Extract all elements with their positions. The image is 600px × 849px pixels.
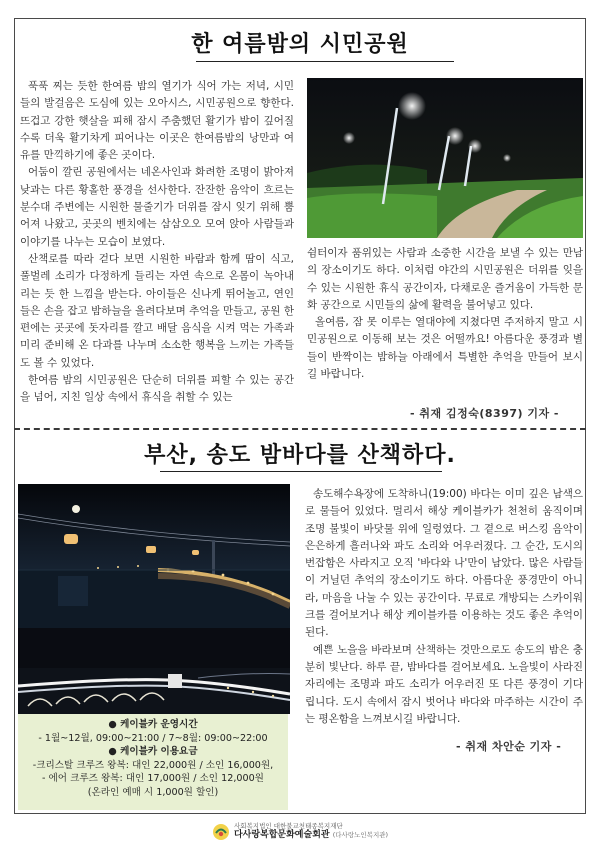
org-main-name: 다사랑복합문화예술회관 xyxy=(233,830,330,840)
org-logo xyxy=(212,822,388,841)
info-fare-heading: ● 케이블카 이용요금 xyxy=(108,746,198,758)
article1-left-column xyxy=(20,78,294,407)
article1-paragraph: 산책로를 따라 걷다 보면 시원한 바람과 함께 땀이 식고, 풀벌레 소리가 다정하게 들리는 자연 속으로 온몸이 녹아내리는 듯 한 느낌을 받는다. 아이들은 신나게 뛰어놀고, 연인들은 손을 잡고 밤하늘을 올려다보며 추억을 만들고, 공원 한편에는 곳곳에 돗자리를 깔고 배달 음식을 시켜 먹는 가족과 미리 준비해 온 다과를 나누며 소소한 행복을 느끼는 가족들도 볼 수 있었다. xyxy=(20,252,294,369)
article1-byline: - 취재 김정숙(8397) 기자 - xyxy=(410,407,560,420)
article2-title-rule xyxy=(160,471,442,472)
park-night-photo xyxy=(307,78,583,238)
songdo-cablecar-photo xyxy=(18,484,290,628)
article1-title-wrap xyxy=(14,27,586,58)
section-divider xyxy=(14,428,586,430)
org-foundation: 사회복지법인 대한불교천태종복지재단 xyxy=(233,822,343,830)
article2-paragraph: 예쁜 노을을 바라보며 산책하는 것만으로도 송도의 밤은 충분히 빛난다. 하루 끝, 밤바다를 걸어보세요. 노을빛이 사라진 자리에는 조명과 파도 소리가 어우러진 또 다른 풍경이 기다립니다. 도시 속에서 잠시 벗어나 바다와 마주하는 시간이 주는 평온함을 느껴보시길 바랍니다. xyxy=(305,643,583,725)
org-name-block xyxy=(234,822,388,841)
info-fare-line: (온라인 예매 시 1,000원 할인) xyxy=(87,786,219,798)
article1-title-rule xyxy=(196,61,454,62)
article1-paragraph: 한여름 밤의 시민공원은 단순히 더위를 피할 수 있는 공간을 넘어, 지친 일상 속에서 휴식을 취할 수 있는 xyxy=(20,374,294,404)
org-sub-name: (다사랑노인복지관) xyxy=(332,831,389,839)
info-fare-line: - 에어 크루즈 왕복: 대인 17,000원 / 소인 12,000원 xyxy=(42,773,264,785)
article2-column xyxy=(305,486,583,728)
article1-title: 한 여름밤의 시민공원 xyxy=(191,32,409,57)
article2-paragraph: 송도해수욕장에 도착하니(19:00) 바다는 이미 깊은 남색으로 물들어 있었다. 멀리서 해상 케이블카가 천천히 움직이며 조명 불빛이 바닷물 위에 일렁였다. 그 곁으로 버스킹 음악이 은은하게 흘러나와 파도 소리와 어우러졌다. 그 순간, 도시의 번잡함은 사라지고 오직 '바다와 나'만이 남았다. 많은 사람들이 거닐던 추억의 장소이기도 하다. 아름다운 풍경만이 아니라, 마음을 나눌 수 있는 공간이다. 무료로 개방되는 스카이워크를 걸어보거나 해상 케이블카를 이용하는 것도 좋은 추억이 된다. xyxy=(305,488,583,639)
article1-paragraph: 올여름, 잠 못 이루는 열대야에 지쳤다면 주저하지 말고 시민공원으로 이동해 보는 것은 어떨까요! 아름다운 풍경과 별들이 반짝이는 밤하늘 아래에서 특별한 추억을 만들어 보시길 바랍니다. xyxy=(307,316,583,381)
article2-title-wrap xyxy=(14,438,586,469)
article1-paragraph: 푹푹 찌는 듯한 한여름 밤의 열기가 식어 가는 저녁, 시민들의 발걸음은 도심에 있는 오아시스, 시민공원으로 향한다. 뜨겁고 강한 햇살을 피해 잠시 주춤했던 활기가 밤이 깊어질수록 더욱 활기차게 피어나는 이곳은 한여름밤의 낭만과 여유를 만끽하기에 좋은 곳이다. xyxy=(20,80,294,162)
article1-right-column xyxy=(307,245,583,383)
org-name xyxy=(234,830,388,841)
article1-paragraph: 어둠이 깔린 공원에서는 네온사인과 화려한 조명이 밝아져 낮과는 다른 황홀한 풍경을 선사한다. 잔잔한 음악이 흐르는 분수대 주변에는 시원한 물줄기가 더위를 잠시 잊기 위해 뿜어져 나왔고, 곳곳의 벤치에는 삼삼오오 모여 앉아 사람들과 이야기를 나누는 모습이 보였다. xyxy=(20,166,294,248)
footer xyxy=(0,822,600,845)
info-hours-heading: ● 케이블카 운영시간 xyxy=(108,719,198,730)
article2-title: 부산, 송도 밤바다를 산책하다. xyxy=(144,443,456,468)
cablecar-info-box xyxy=(18,714,288,810)
article1-paragraph: 쉼터이자 품위있는 사람과 소중한 시간을 보낼 수 있는 만남의 장소이기도 하다. 이처럼 야간의 시민공원은 더위를 잊을 수 있는 시원한 휴식 공간이자, 다채로운 즐거움이 가득한 문화 공간으로 시민들의 삶에 활력을 불어넣고 있다. xyxy=(307,247,583,311)
info-fare-line: -크리스탈 크루즈 왕복: 대인 22,000원 / 소인 16,000원, xyxy=(32,759,274,771)
article2-byline: - 취재 차안순 기자 - xyxy=(456,740,562,753)
info-hours: - 1월~12월, 09:00~21:00 / 7~8월: 09:00~22:00 xyxy=(38,732,268,744)
org-logo-icon xyxy=(212,823,230,841)
songdo-bridge-photo xyxy=(18,628,290,714)
